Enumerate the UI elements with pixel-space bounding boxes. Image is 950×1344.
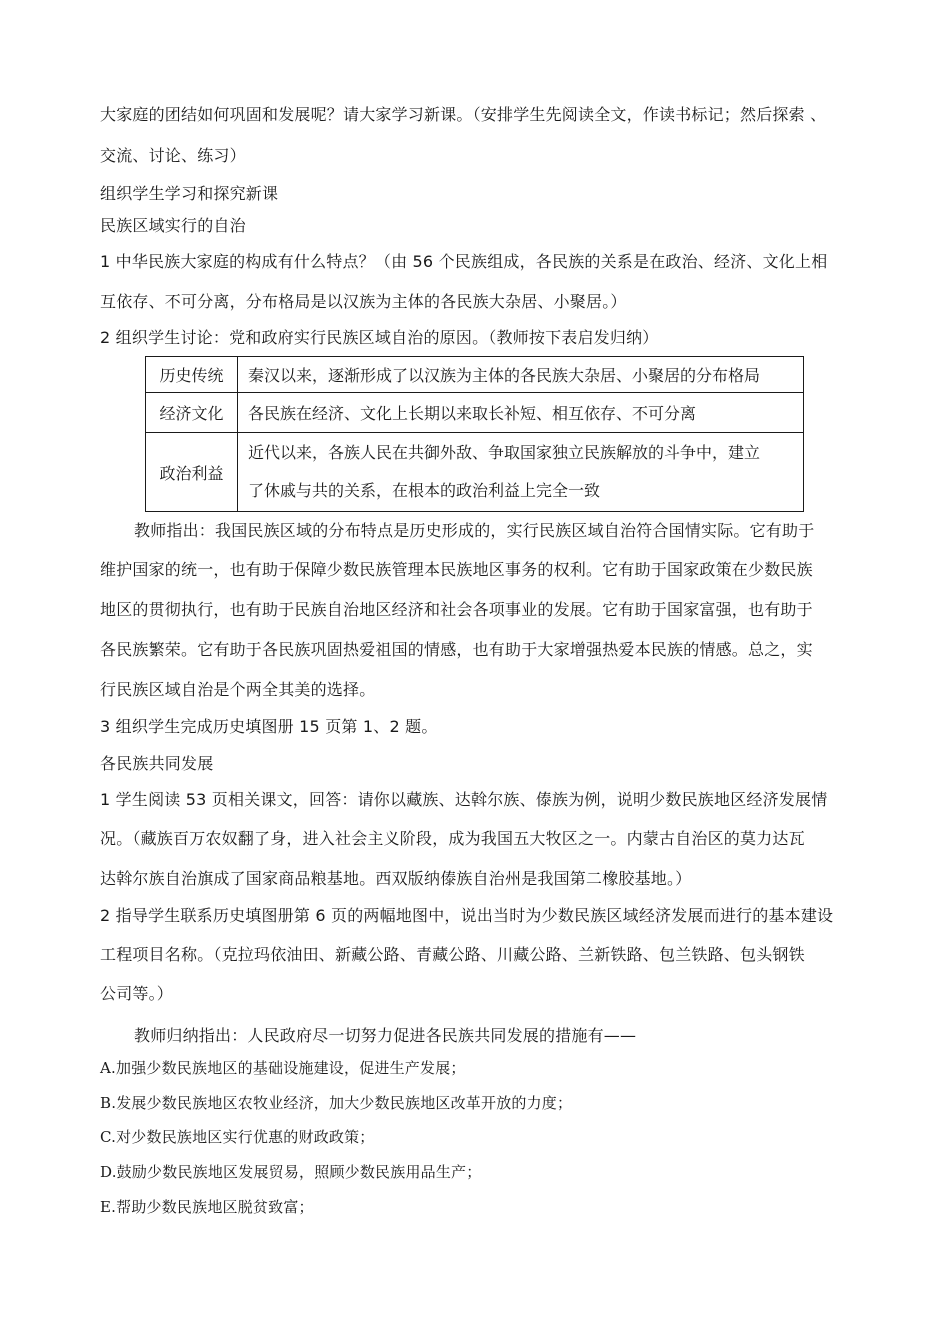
paragraph-line: 1 中华民族大家庭的构成有什么特点？（由 56 个民族组成，各民族的关系是在政治、经济、文化上相 [100,252,828,271]
row-content: 秦汉以来，逐渐形成了以汉族为主体的各民族大杂居、小聚居的分布格局 [238,357,804,393]
list-item: E.帮助少数民族地区脱贫致富； [100,1198,314,1216]
paragraph-line: 地区的贯彻执行，也有助于民族自治地区经济和社会各项事业的发展。它有助于国家富强，也有助于 [100,600,813,619]
paragraph-line: 各民族繁荣。它有助于各民族巩固热爱祖国的情感，也有助于大家增强热爱本民族的情感。总之，实 [100,640,813,659]
paragraph-line: 2 指导学生联系历史填图册第 6 页的两幅地图中，说出当时为少数民族区域经济发展而进行的基本建设 [100,906,834,925]
section-heading: 各民族共同发展 [100,754,214,773]
paragraph-line: 维护国家的统一，也有助于保障少数民族管理本民族地区事务的权利。它有助于国家政策在少数民族 [100,560,813,579]
paragraph-line: 工程项目名称。（克拉玛依油田、新藏公路、青藏公路、川藏公路、兰新铁路、包兰铁路、包头钢铁 [100,945,805,964]
paragraph-line: 交流、讨论、练习） [100,146,246,165]
row-label: 历史传统 [146,357,238,393]
table-row [146,393,804,433]
row-content [238,433,804,512]
paragraph-line: 达斡尔族自治旗成了国家商品粮基地。西双版纳傣族自治州是我国第二橡胶基地。） [100,869,692,888]
paragraph-line: 大家庭的团结如何巩固和发展呢？请大家学习新课。（安排学生先阅读全文，作读书标记；然后探索 、 [100,105,827,124]
row-content-line: 了休戚与共的关系，在根本的政治利益上完全一致 [248,481,601,500]
list-item: C.对少数民族地区实行优惠的财政政策； [100,1128,375,1146]
list-item: D.鼓励少数民族地区发展贸易，照顾少数民族用品生产； [100,1163,482,1181]
reasons-table [145,356,804,512]
paragraph-line: 教师指出：我国民族区域的分布特点是历史形成的，实行民族区域自治符合国情实际。它有助于 [134,521,815,540]
paragraph-line: 公司等。） [100,984,174,1003]
heading-line: 组织学生学习和探究新课 [100,184,279,203]
paragraph-line: 互依存、不可分离，分布格局是以汉族为主体的各民族大杂居、小聚居。） [100,292,627,311]
row-label: 政治利益 [146,433,238,512]
paragraph-line: 教师归纳指出：人民政府尽一切努力促进各民族共同发展的措施有—— [134,1026,637,1045]
table-row [146,357,804,393]
table-row [146,433,804,512]
row-content-line: 近代以来，各族人民在共御外敌、争取国家独立民族解放的斗争中，建立 [248,443,761,462]
section-heading: 民族区域实行的自治 [100,216,246,235]
row-content: 各民族在经济、文化上长期以来取长补短、相互依存、不可分离 [238,393,804,433]
paragraph-line: 1 学生阅读 53 页相关课文，回答：请你以藏族、达斡尔族、傣族为例，说明少数民族地区经济发展情 [100,790,828,809]
list-item: B.发展少数民族地区农牧业经济，加大少数民族地区改革开放的力度； [100,1094,573,1112]
paragraph-line: 2 组织学生讨论：党和政府实行民族区域自治的原因。（教师按下表启发归纳） [100,328,659,347]
paragraph-line: 行民族区域自治是个两全其美的选择。 [100,680,376,699]
paragraph-line: 况。（藏族百万农奴翻了身，进入社会主义阶段，成为我国五大牧区之一。内蒙古自治区的莫力达瓦 [100,829,805,848]
list-item: A.加强少数民族地区的基础设施建设，促进生产发展； [100,1059,466,1077]
row-label: 经济文化 [146,393,238,433]
paragraph-line: 3 组织学生完成历史填图册 15 页第 1、2 题。 [100,717,438,736]
